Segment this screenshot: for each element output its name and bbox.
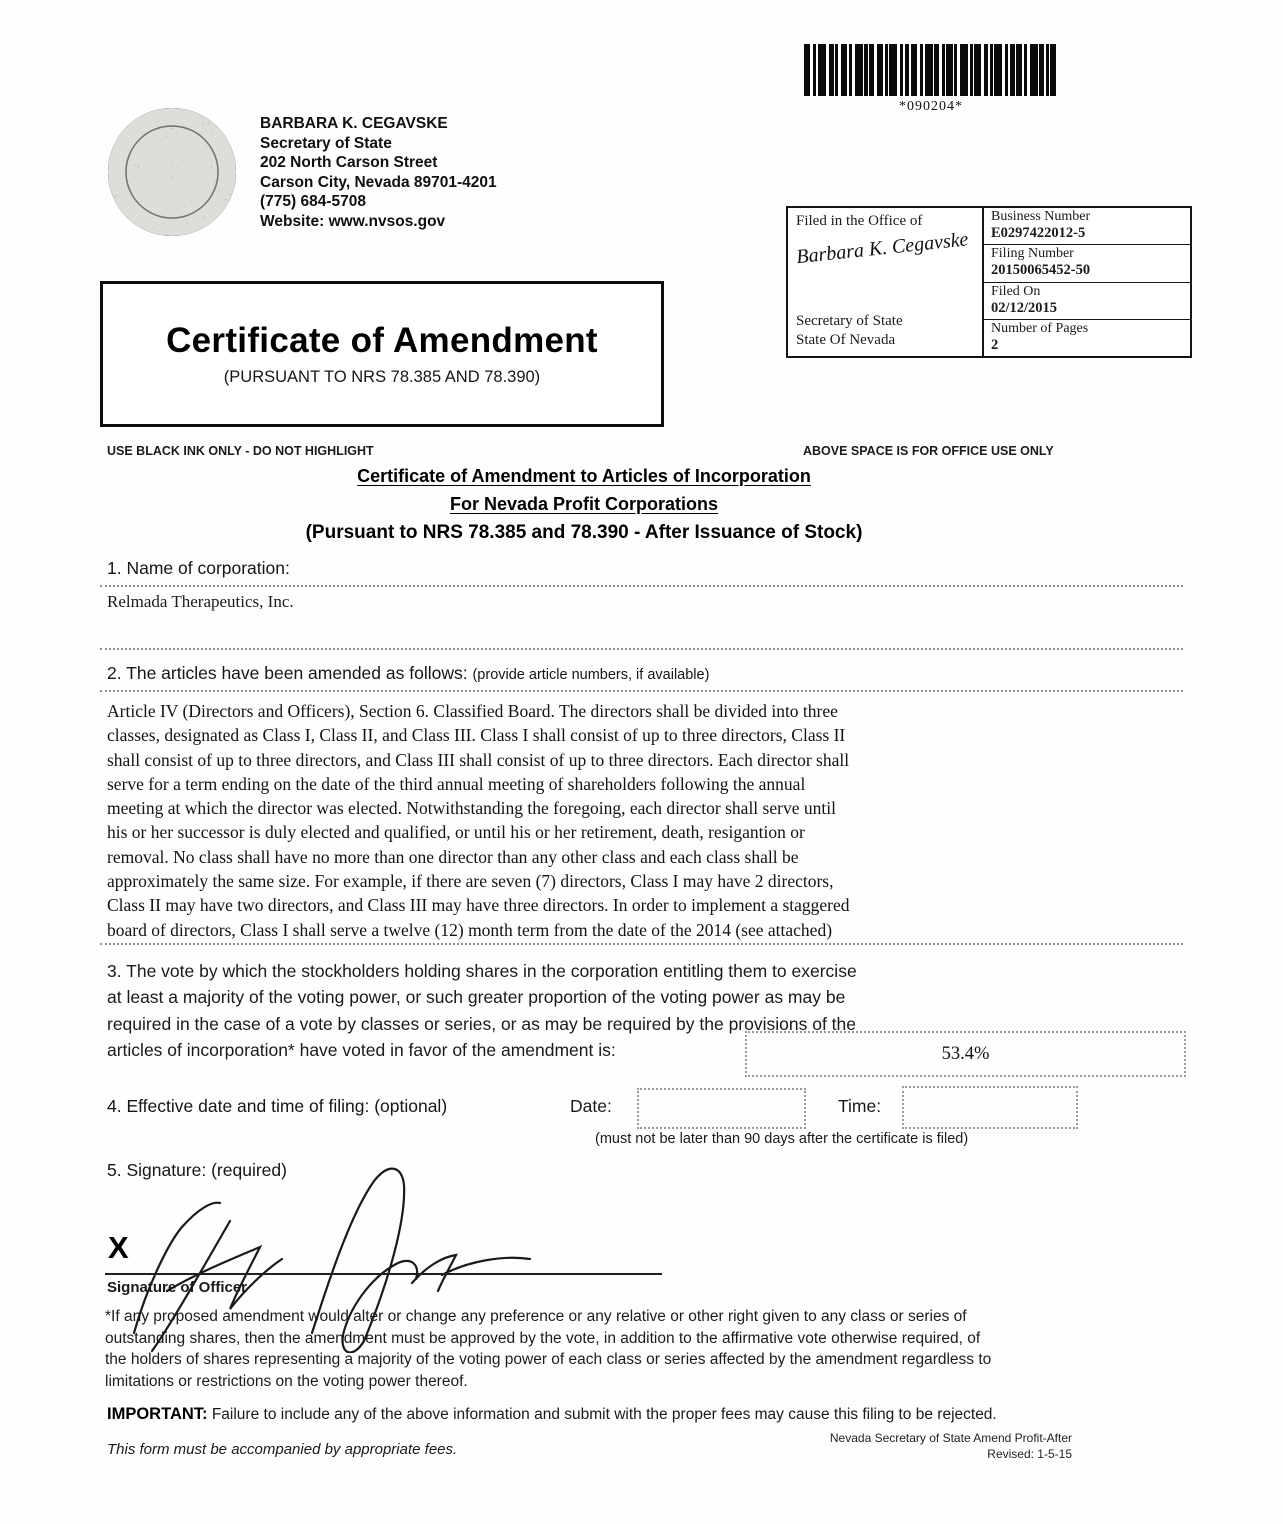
business-number-value: E0297422012-5	[991, 225, 1086, 241]
form-revision-info	[700, 1430, 1072, 1462]
certificate-title: Certificate of Amendment	[166, 321, 598, 360]
time-label: Time:	[838, 1096, 882, 1116]
section3-line: at least a majority of the voting power, or such greater proportion of the voting power as may be	[107, 987, 846, 1008]
footnote-line: outstanding shares, then the amendment must be approved by the vote, in addition to the affirmative vote otherwise required, of	[105, 1329, 981, 1347]
important-label: IMPORTANT:	[107, 1405, 208, 1423]
form-revised-line: Revised: 1-5-15	[987, 1447, 1072, 1461]
filing-stamp-fields	[984, 208, 1190, 356]
filed-on-label: Filed On	[991, 283, 1041, 299]
vote-percentage-field[interactable]	[745, 1031, 1186, 1077]
business-number-label: Business Number	[991, 209, 1091, 224]
form-id-line: Nevada Secretary of State Amend Profit-After	[829, 1431, 1072, 1445]
corporation-name-value[interactable]: Relmada Therapeutics, Inc.	[107, 592, 294, 611]
filed-in-office-label: Filed in the Office of	[796, 213, 923, 229]
sos-title: Secretary of State	[260, 134, 392, 152]
amendment-line: board of directors, Class I shall serve a twelve (12) month term from the date of the 2014 (see attached)	[107, 919, 833, 940]
sos-header	[260, 114, 497, 231]
amendment-text-value[interactable]	[107, 699, 1077, 942]
section1-label: 1. Name of corporation:	[107, 558, 290, 578]
secretary-office-label	[796, 312, 974, 352]
fees-note: This form must be accompanied by appropriate fees.	[107, 1441, 458, 1458]
certificate-title-box	[100, 281, 664, 427]
form-heading-line2: For Nevada Profit Corporations	[449, 494, 719, 514]
state-seal-image	[106, 106, 238, 243]
section4-label: 4. Effective date and time of filing: (optional)	[107, 1096, 448, 1116]
amendment-line: classes, designated as Class I, Class II, and Class III. Class I shall consist of up to three directors, Class II	[107, 725, 846, 746]
amendment-line: meeting at which the director was elected. Notwithstanding the foregoing, each director shall serve until	[107, 798, 836, 819]
state-seal-icon	[106, 106, 238, 238]
section3-line: articles of incorporation* have voted in favor of the amendment is:	[107, 1039, 616, 1060]
number-of-pages-label: Number of Pages	[991, 320, 1089, 336]
form-heading-line3: (Pursuant to NRS 78.385 and 78.390 - After Issuance of Stock)	[305, 522, 863, 543]
section2-label-note: (provide article numbers, if available)	[472, 667, 710, 683]
filing-deadline-note: (must not be later than 90 days after the certificate is filed)	[595, 1131, 969, 1147]
sos-name: BARBARA K. CEGAVSKE	[260, 115, 448, 132]
secretary-signature: Barbara K. Cegavske	[795, 228, 970, 269]
footnote-line: the holders of shares representing a majority of the voting power of each class or series affected by the amendment regardless to	[105, 1351, 992, 1368]
vote-percentage-value: 53.4%	[941, 1043, 990, 1064]
signature-line[interactable]	[105, 1273, 662, 1275]
amendment-line: Class II may have two directors, and Class III may have three directors. In order to implement a staggered	[107, 895, 850, 916]
footnote-line: limitations or restrictions on the voting power thereof.	[105, 1372, 468, 1390]
sos-address2: Carson City, Nevada 89701-4201	[260, 173, 497, 191]
office-line2: State Of Nevada	[796, 332, 896, 348]
sos-website: Website: www.nvsos.gov	[260, 212, 446, 230]
barcode	[795, 44, 1067, 115]
sos-phone: (775) 684-5708	[260, 193, 366, 210]
number-of-pages-field	[984, 320, 1190, 356]
section3-line: 3. The vote by which the stockholders holding shares in the corporation entitling them to exercise	[107, 961, 857, 981]
dotted-line	[100, 690, 1183, 692]
amendment-line: his or her successor is duly elected and qualified, or until his or her retirement, death, resigantion or	[107, 822, 805, 843]
filing-number-value: 20150065452-50	[991, 262, 1091, 279]
dotted-line	[100, 585, 1183, 587]
section2-label-text: 2. The articles have been amended as follows:	[107, 663, 468, 683]
dotted-line	[100, 943, 1183, 945]
office-use-instruction: ABOVE SPACE IS FOR OFFICE USE ONLY	[803, 444, 1054, 458]
sos-address1: 202 North Carson Street	[260, 154, 438, 171]
amendment-line: shall consist of up to three directors, and Class III shall consist of up to three directors. Each director shall	[107, 749, 850, 770]
signature-caption: Signature of Officer	[107, 1279, 248, 1296]
ink-instruction: USE BLACK INK ONLY - DO NOT HIGHLIGHT	[107, 444, 374, 458]
number-of-pages-value: 2	[991, 336, 999, 353]
section2-label	[107, 663, 709, 684]
barcode-bars	[795, 44, 1067, 96]
section3-line: required in the case of a vote by classes or series, or as may be required by the provisions of the	[107, 1013, 856, 1034]
filing-number-label: Filing Number	[991, 246, 1074, 262]
dotted-line	[100, 648, 1183, 650]
certificate-subtitle: (PURSUANT TO NRS 78.385 AND 78.390)	[223, 368, 541, 386]
footnote-line: *If any proposed amendment would alter or change any preference or any relative or other right given to any class or series of	[105, 1308, 967, 1325]
amendment-line: removal. No class shall have no more than one director than any other class and each class shall be	[107, 846, 799, 867]
signature-x-mark: X	[108, 1230, 129, 1265]
filing-stamp-left	[788, 208, 984, 356]
filed-on-field	[984, 283, 1190, 320]
filing-stamp-box	[786, 206, 1192, 358]
amendment-line: serve for a term ending on the date of the third annual meeting of shareholders following the annual	[107, 773, 806, 794]
business-number-field	[984, 208, 1190, 245]
footnote	[105, 1306, 1185, 1392]
important-text: Failure to include any of the above information and submit with the proper fees may cause this filing to be rejected.	[211, 1406, 997, 1423]
time-field[interactable]	[902, 1086, 1078, 1129]
important-notice	[107, 1405, 1187, 1424]
form-heading-line1: Certificate of Amendment to Articles of Incorporation	[357, 466, 811, 486]
section5-label: 5. Signature: (required)	[107, 1160, 287, 1180]
office-line1: Secretary of State	[796, 313, 903, 329]
form-heading	[100, 466, 1068, 544]
date-label: Date:	[570, 1096, 612, 1116]
filed-on-value: 02/12/2015	[991, 299, 1058, 316]
filing-number-field	[984, 245, 1190, 282]
date-field[interactable]	[637, 1088, 806, 1129]
barcode-text: *090204*	[899, 99, 963, 114]
amendment-line: Article IV (Directors and Officers), Section 6. Classified Board. The directors shall be divided into three	[107, 701, 838, 721]
amendment-line: approximately the same size. For example, if there are seven (7) directors, Class I may have 2 directors,	[107, 871, 834, 892]
